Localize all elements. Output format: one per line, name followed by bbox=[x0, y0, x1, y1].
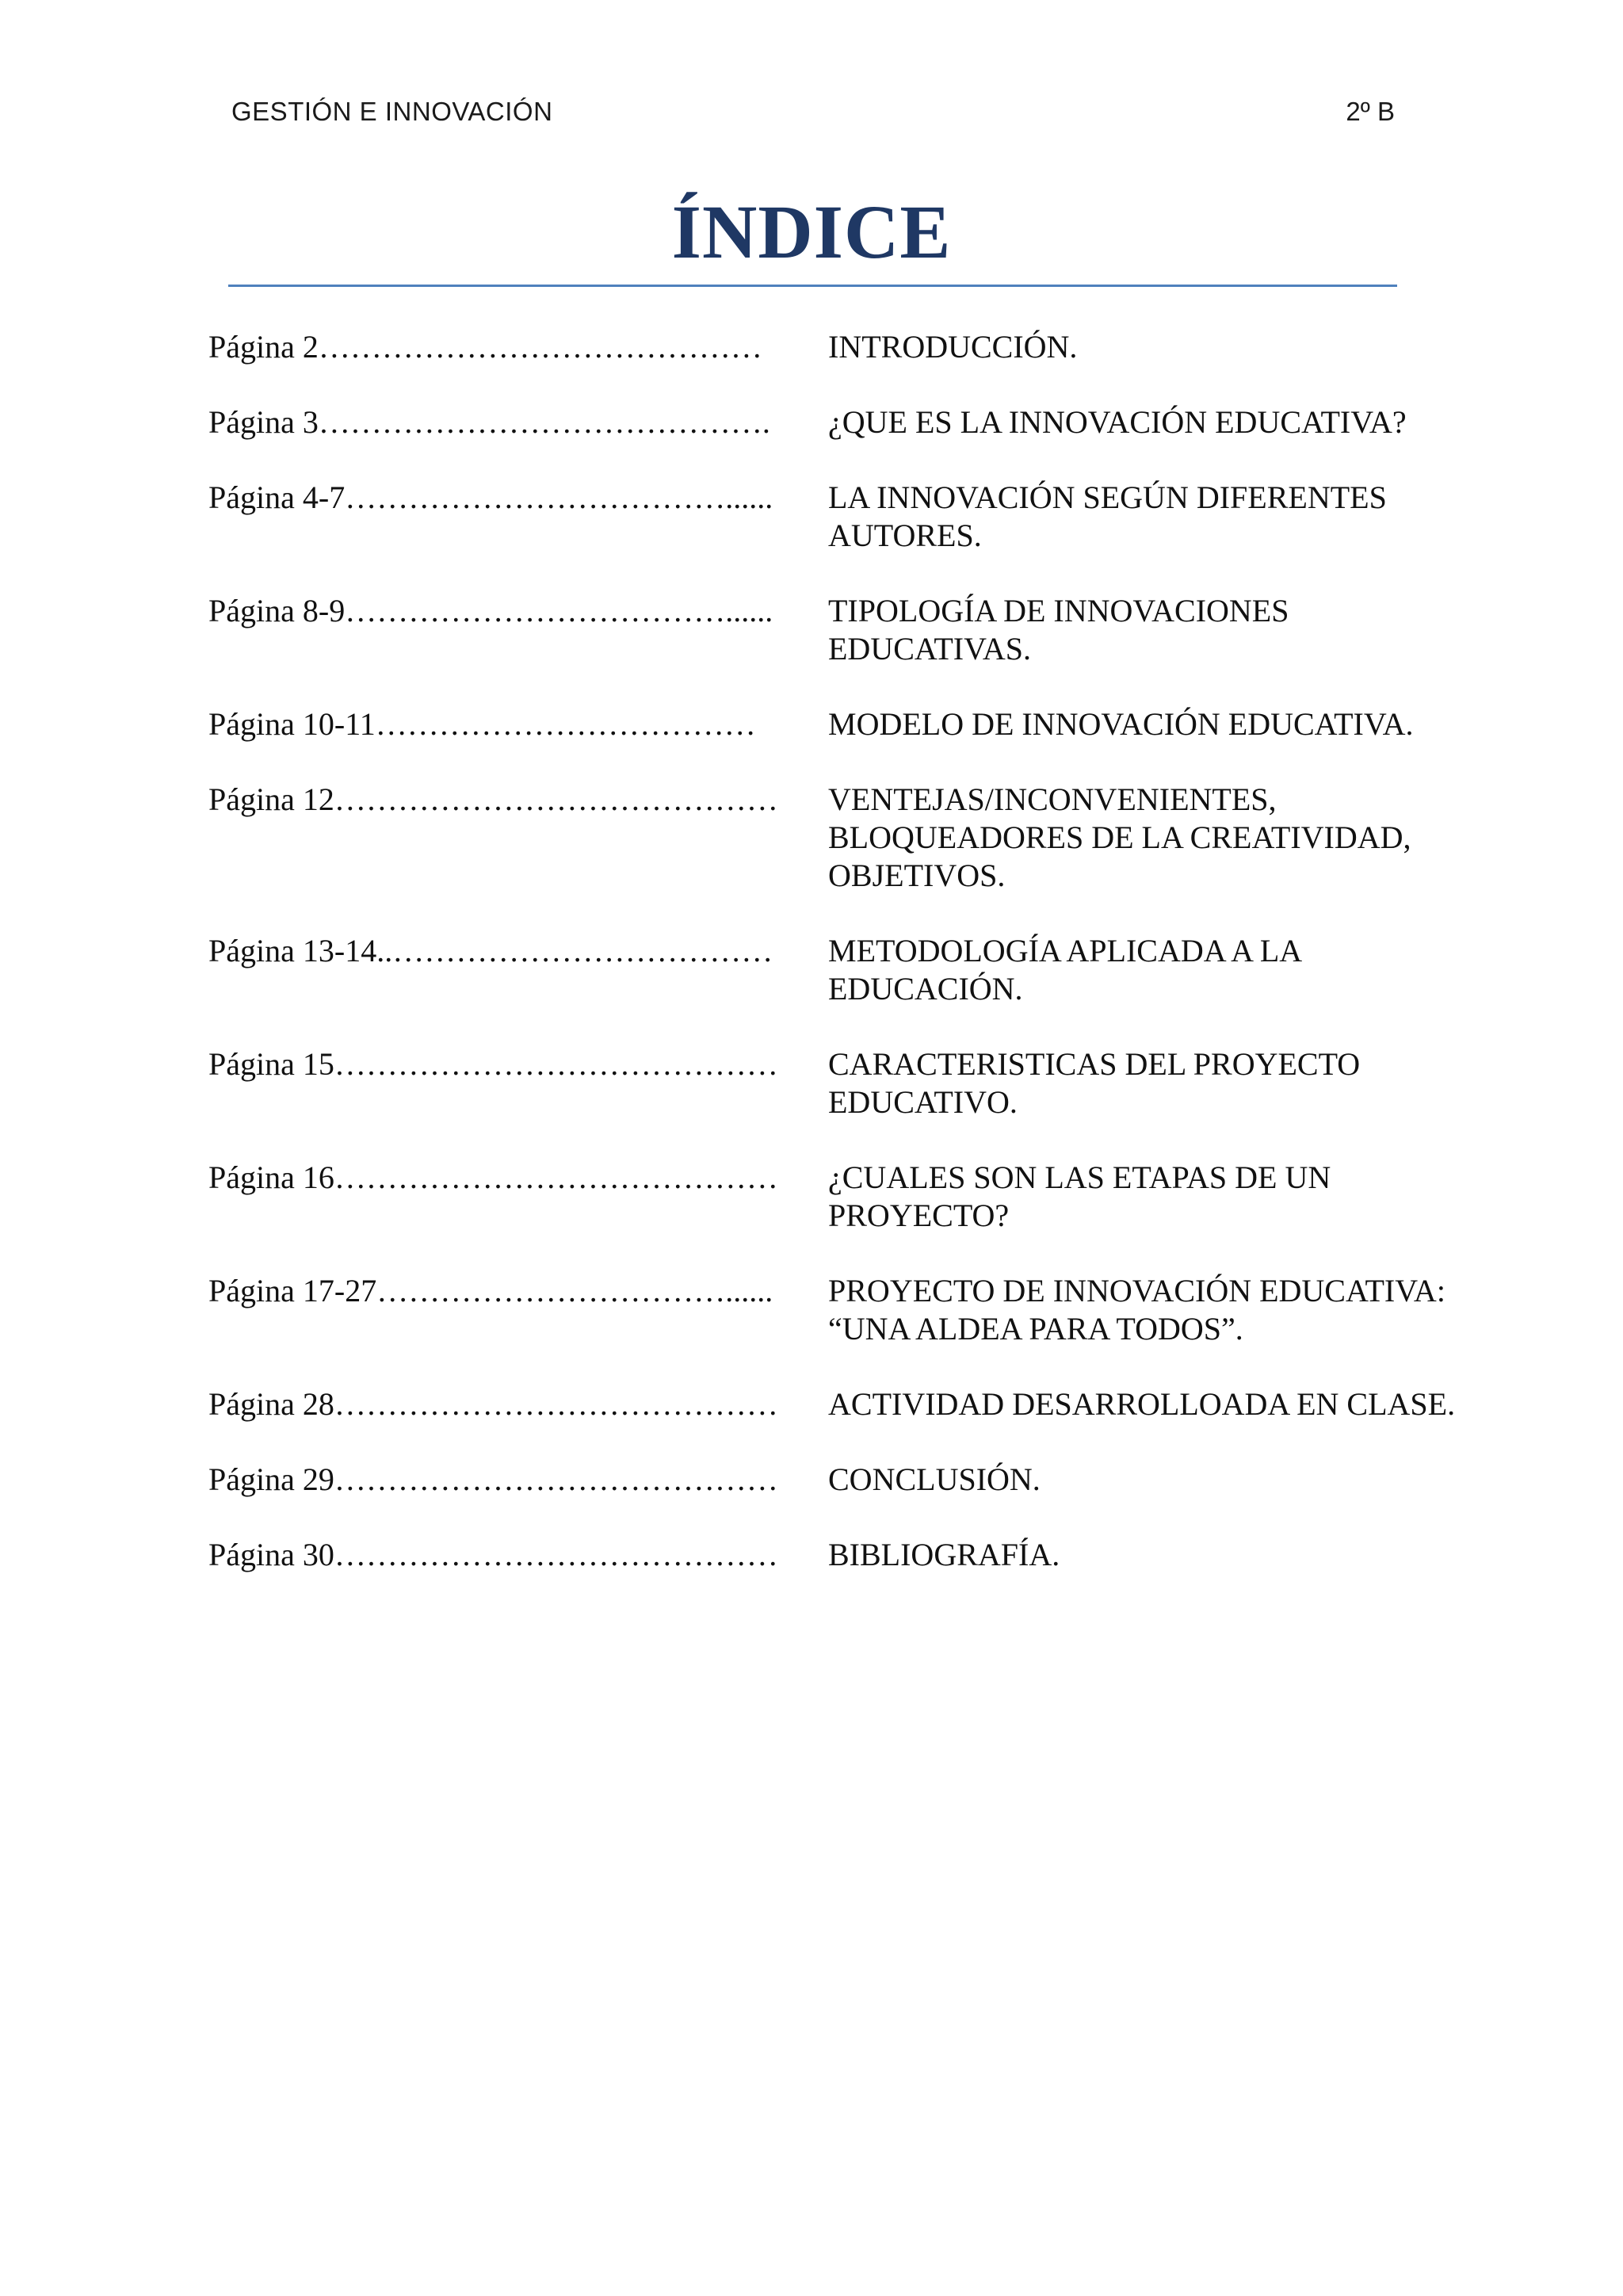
toc-entry bbox=[208, 781, 1461, 895]
toc-section-title: ¿QUE ES LA INNOVACIÓN EDUCATIVA? bbox=[828, 404, 1407, 440]
toc-page-ref: Página 10-11……………………………… bbox=[208, 706, 756, 742]
toc-entry bbox=[208, 479, 1461, 555]
toc-section-title: METODOLOGÍA APLICADA A LA EDUCACIÓN. bbox=[828, 933, 1300, 1007]
toc-page-ref: Página 8-9………………………………...... bbox=[208, 593, 773, 628]
toc-section-title: CONCLUSIÓN. bbox=[828, 1461, 1041, 1497]
toc-entry bbox=[208, 592, 1461, 668]
toc-entry bbox=[208, 1159, 1461, 1235]
toc-page-ref: Página 15…………………………………… bbox=[208, 1046, 778, 1082]
toc-page-ref: Página 13-14..……………………………… bbox=[208, 933, 773, 968]
toc-page-ref: Página 28…………………………………… bbox=[208, 1386, 778, 1422]
table-of-contents bbox=[208, 328, 1461, 1611]
page-title: ÍNDICE bbox=[671, 189, 952, 274]
toc-entry bbox=[208, 328, 1461, 366]
toc-entry bbox=[208, 1385, 1461, 1423]
toc-section-title: PROYECTO DE INNOVACIÓN EDUCATIVA: “UNA ALDEA PARA TODOS”. bbox=[828, 1273, 1445, 1347]
toc-section-title: LA INNOVACIÓN SEGÚN DIFERENTES AUTORES. bbox=[828, 479, 1387, 553]
toc-section-title: MODELO DE INNOVACIÓN EDUCATIVA. bbox=[828, 706, 1414, 742]
toc-page-ref: Página 3……………………………………. bbox=[208, 404, 770, 440]
toc-entry bbox=[208, 1536, 1461, 1574]
toc-page-ref: Página 16…………………………………… bbox=[208, 1159, 778, 1195]
toc-section-title: BIBLIOGRAFÍA. bbox=[828, 1537, 1060, 1572]
toc-page-ref: Página 2…………………………………… bbox=[208, 329, 762, 365]
running-header-title: GESTIÓN E INNOVACIÓN bbox=[231, 97, 553, 126]
toc-entry bbox=[208, 1461, 1461, 1499]
toc-section-title: ACTIVIDAD DESARROLLOADA EN CLASE. bbox=[828, 1386, 1456, 1422]
toc-page-ref: Página 4-7………………………………...... bbox=[208, 479, 773, 515]
toc-section-title: INTRODUCCIÓN. bbox=[828, 329, 1078, 365]
toc-section-title: VENTEJAS/INCONVENIENTES, BLOQUEADORES DE LA CREATIVIDAD, OBJETIVOS. bbox=[828, 781, 1411, 893]
toc-page-ref: Página 12…………………………………… bbox=[208, 781, 778, 817]
toc-section-title: CARACTERISTICAS DEL PROYECTO EDUCATIVO. bbox=[828, 1046, 1361, 1120]
title-underline-divider bbox=[228, 285, 1397, 287]
toc-page-ref: Página 30…………………………………… bbox=[208, 1537, 778, 1572]
toc-entry bbox=[208, 1045, 1461, 1121]
toc-page-ref: Página 29…………………………………… bbox=[208, 1461, 778, 1497]
toc-entry bbox=[208, 932, 1461, 1008]
toc-section-title: ¿CUALES SON LAS ETAPAS DE UN PROYECTO? bbox=[828, 1159, 1331, 1233]
toc-entry bbox=[208, 705, 1461, 743]
running-header-group: 2º B bbox=[1346, 97, 1395, 126]
toc-page-ref: Página 17-27……………………………...... bbox=[208, 1273, 773, 1308]
toc-section-title: TIPOLOGÍA DE INNOVACIONES EDUCATIVAS. bbox=[828, 593, 1289, 667]
toc-entry bbox=[208, 1272, 1461, 1348]
toc-entry bbox=[208, 403, 1461, 441]
